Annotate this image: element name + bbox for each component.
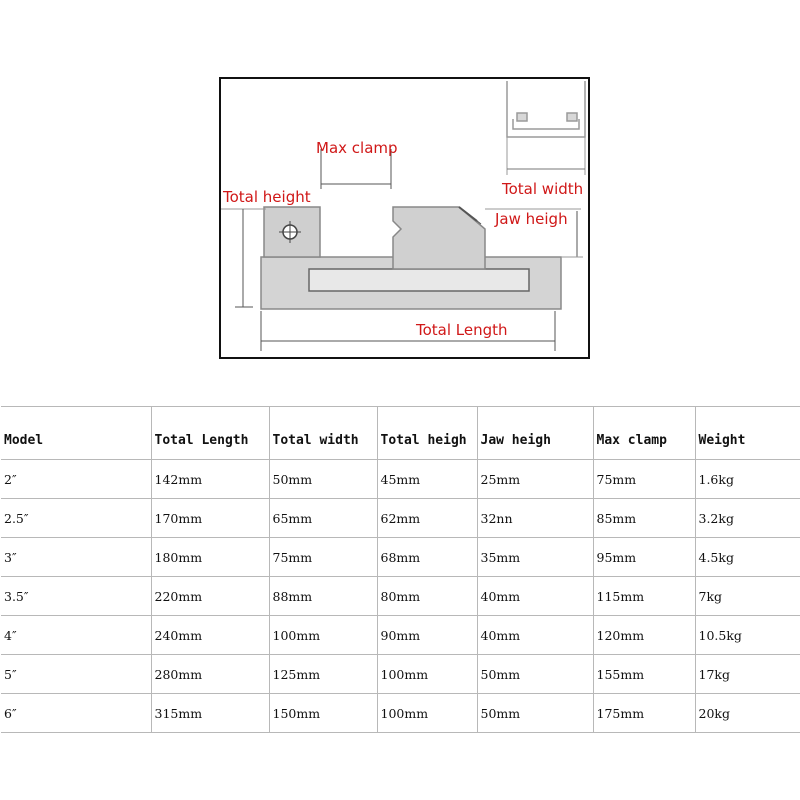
cell-jaw-height: 40mm	[477, 577, 593, 616]
cell-total-width: 65mm	[269, 499, 377, 538]
end-view-sketch	[507, 81, 585, 175]
table-row	[1, 499, 800, 538]
cell-weight: 1.6kg	[695, 460, 800, 499]
cell-jaw-height: 35mm	[477, 538, 593, 577]
cell-total-width: 75mm	[269, 538, 377, 577]
cell-total-length: 240mm	[151, 616, 269, 655]
cell-jaw-height: 50mm	[477, 694, 593, 733]
cell-total-height: 62mm	[377, 499, 477, 538]
cell-weight: 4.5kg	[695, 538, 800, 577]
cell-total-height: 100mm	[377, 655, 477, 694]
cell-total-length: 280mm	[151, 655, 269, 694]
cell-jaw-height: 32nn	[477, 499, 593, 538]
header-model: Model	[1, 407, 151, 460]
cell-jaw-height: 25mm	[477, 460, 593, 499]
header-total-length: Total Length	[151, 407, 269, 460]
header-total-width: Total width	[269, 407, 377, 460]
table-row	[1, 694, 800, 733]
header-max-clamp: Max clamp	[593, 407, 695, 460]
jaw-height-label: Jaw heigh	[495, 210, 568, 228]
table-header-row	[1, 407, 800, 460]
cell-total-length: 170mm	[151, 499, 269, 538]
table-row	[1, 616, 800, 655]
cell-total-width: 150mm	[269, 694, 377, 733]
cell-model: 2.5″	[1, 499, 151, 538]
max-clamp-label: Max clamp	[316, 139, 398, 157]
cell-model: 5″	[1, 655, 151, 694]
cell-total-height: 80mm	[377, 577, 477, 616]
cell-total-width: 100mm	[269, 616, 377, 655]
cell-max-clamp: 115mm	[593, 577, 695, 616]
cell-max-clamp: 120mm	[593, 616, 695, 655]
spec-table	[1, 406, 800, 733]
cell-jaw-height: 50mm	[477, 655, 593, 694]
table-row	[1, 655, 800, 694]
cell-model: 3.5″	[1, 577, 151, 616]
header-jaw-height: Jaw heigh	[477, 407, 593, 460]
cell-total-height: 90mm	[377, 616, 477, 655]
cell-model: 6″	[1, 694, 151, 733]
vise-diagram	[219, 77, 590, 359]
cell-total-width: 50mm	[269, 460, 377, 499]
cell-model: 2″	[1, 460, 151, 499]
cell-total-height: 45mm	[377, 460, 477, 499]
total-width-label: Total width	[502, 180, 584, 198]
cell-weight: 10.5kg	[695, 616, 800, 655]
cell-max-clamp: 175mm	[593, 694, 695, 733]
cell-max-clamp: 75mm	[593, 460, 695, 499]
cell-total-height: 100mm	[377, 694, 477, 733]
cell-weight: 3.2kg	[695, 499, 800, 538]
table-row	[1, 460, 800, 499]
cell-jaw-height: 40mm	[477, 616, 593, 655]
cell-total-length: 142mm	[151, 460, 269, 499]
cell-model: 3″	[1, 538, 151, 577]
cell-total-height: 68mm	[377, 538, 477, 577]
cell-model: 4″	[1, 616, 151, 655]
table-row	[1, 538, 800, 577]
cell-weight: 17kg	[695, 655, 800, 694]
cell-max-clamp: 155mm	[593, 655, 695, 694]
cell-total-width: 125mm	[269, 655, 377, 694]
cell-max-clamp: 95mm	[593, 538, 695, 577]
cell-total-length: 220mm	[151, 577, 269, 616]
total-height-label: Total height	[223, 188, 311, 206]
header-total-height: Total heigh	[377, 407, 477, 460]
cell-total-length: 180mm	[151, 538, 269, 577]
cell-total-length: 315mm	[151, 694, 269, 733]
table-row	[1, 577, 800, 616]
total-length-label: Total Length	[416, 321, 508, 339]
cell-max-clamp: 85mm	[593, 499, 695, 538]
cell-weight: 20kg	[695, 694, 800, 733]
cell-weight: 7kg	[695, 577, 800, 616]
cell-total-width: 88mm	[269, 577, 377, 616]
header-weight: Weight	[695, 407, 800, 460]
